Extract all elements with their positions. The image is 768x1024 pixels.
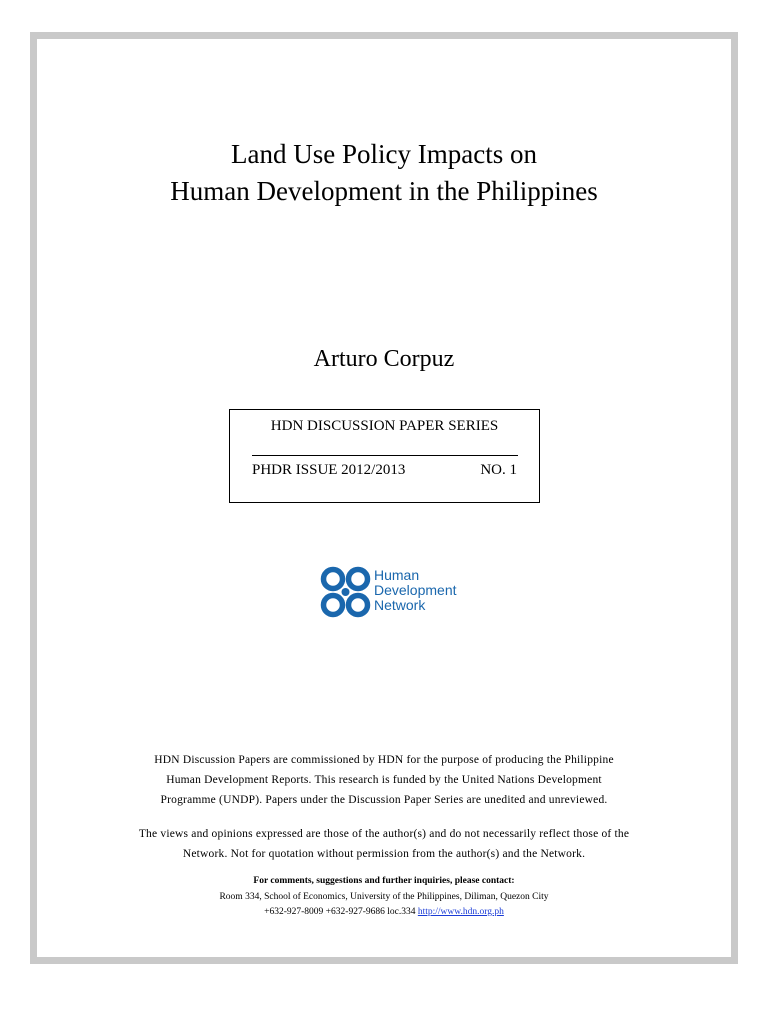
disclaimer-line: Human Development Reports. This research is funded by the United Nations Development bbox=[166, 774, 602, 786]
hdn-logo-icon bbox=[320, 565, 372, 621]
contact-phones: +632-927-8009 +632-927-9686 loc.334 bbox=[264, 907, 416, 917]
contact-heading: For comments, suggestions and further inquiries, please contact: bbox=[253, 876, 515, 886]
disclaimer-paragraph-1 bbox=[0, 750, 768, 810]
author-name: Arturo Corpuz bbox=[313, 346, 455, 372]
logo-line-2: Development bbox=[374, 582, 457, 598]
hdn-logo bbox=[320, 565, 470, 623]
disclaimer-line: The views and opinions expressed are those of the author(s) and do not necessarily reflect those of the bbox=[138, 828, 630, 840]
disclaimer-paragraph-2 bbox=[0, 824, 768, 864]
series-title: HDN DISCUSSION PAPER SERIES bbox=[270, 418, 499, 434]
disclaimer-line: Programme (UNDP). Papers under the Discussion Paper Series are unedited and unreviewed. bbox=[160, 794, 608, 806]
series-divider bbox=[252, 455, 518, 456]
logo-line-1: Human bbox=[374, 567, 420, 583]
disclaimer-line: Network. Not for quotation without permission from the author(s) and the Network. bbox=[182, 848, 586, 860]
series-number: NO. 1 bbox=[480, 462, 517, 478]
document-title bbox=[0, 136, 768, 210]
disclaimer-line: HDN Discussion Papers are commissioned by HDN for the purpose of producing the Philippine bbox=[154, 754, 614, 766]
contact-phone-line bbox=[0, 907, 768, 917]
logo-line-3: Network bbox=[374, 597, 426, 613]
series-box bbox=[229, 409, 540, 503]
hdn-logo-text bbox=[374, 568, 457, 613]
title-line-2: Human Development in the Philippines bbox=[170, 176, 598, 206]
series-issue: PHDR ISSUE 2012/2013 bbox=[252, 462, 406, 478]
title-line-1: Land Use Policy Impacts on bbox=[231, 139, 537, 169]
hdn-website-link[interactable]: http://www.hdn.org.ph bbox=[417, 907, 504, 917]
contact-address: Room 334, School of Economics, University of the Philippines, Diliman, Quezon City bbox=[219, 892, 549, 902]
